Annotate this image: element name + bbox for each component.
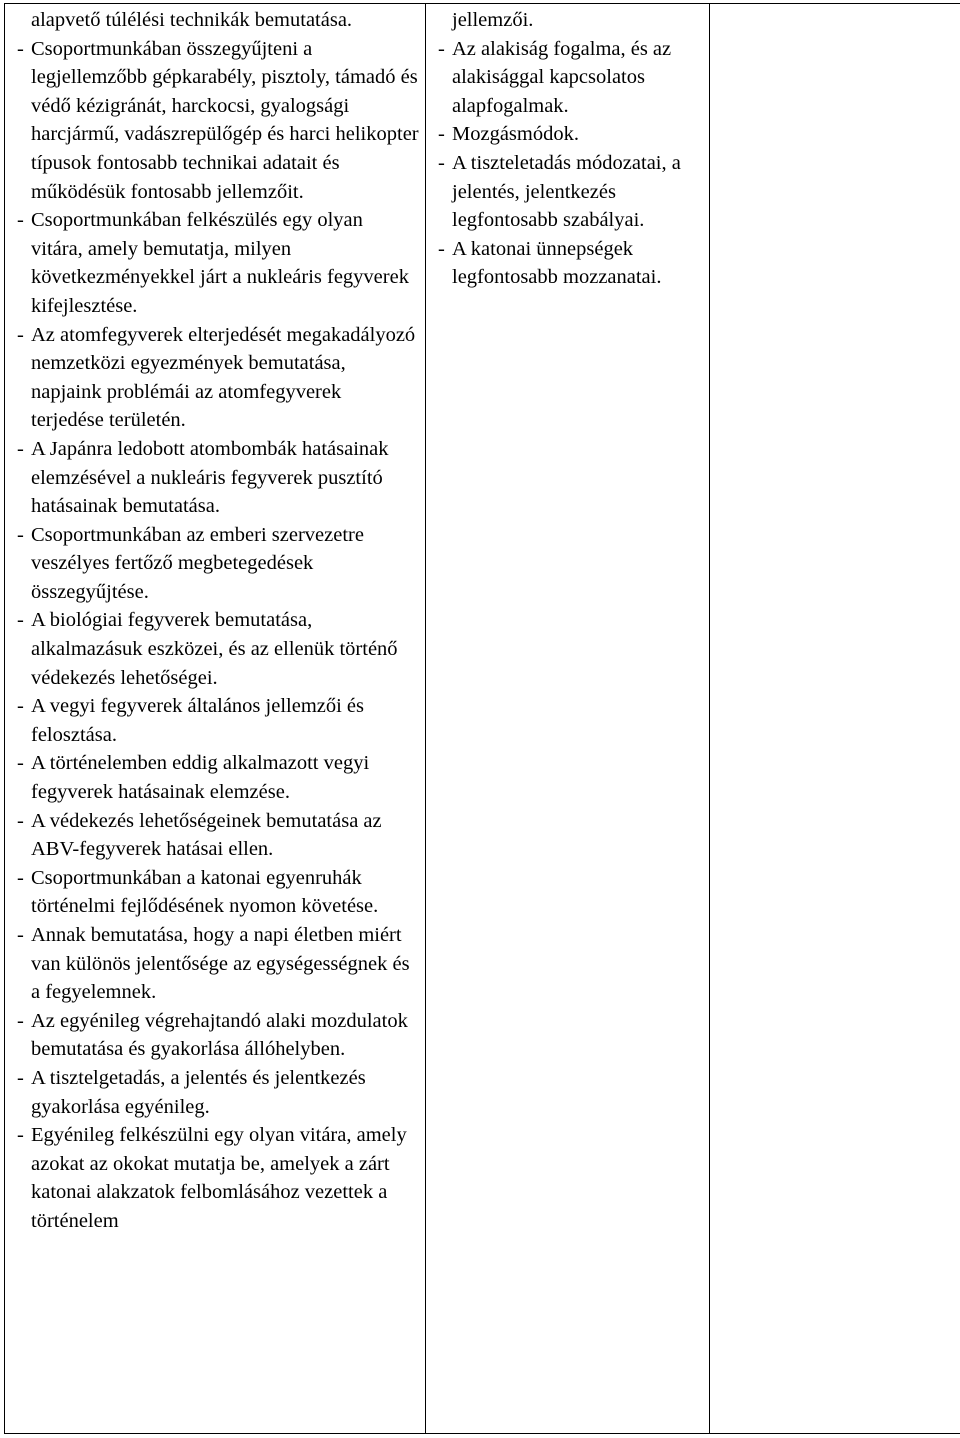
list-item <box>17 1064 419 1121</box>
list-item-text: A történelemben eddig alkalmazott vegyi fegyverek hatásainak elemzése. <box>31 752 370 804</box>
dash-marker: - <box>17 866 24 889</box>
list-item <box>17 921 419 1007</box>
concepts-list <box>426 4 709 292</box>
list-item-text: Csoportmunkában a katonai egyenruhák történelmi fejlődésének nyomon követése. <box>31 866 379 918</box>
list-item-text: A tiszteletadás módozatai, a jelentés, jelentkezés legfontosabb szabályai. <box>452 151 681 232</box>
list-item-text: A katonai ünnepségek legfontosabb mozzanatai. <box>452 237 662 289</box>
list-item <box>17 1007 419 1064</box>
list-item <box>17 749 419 806</box>
list-item-text: Az atomfegyverek elterjedését megakadályozó nemzetközi egyezmények bemutatása, napjaink problémái az atomfegyverek terjedése területén. <box>31 323 416 432</box>
list-item-text: A Japánra ledobott atombombák hatásainak elemzésével a nukleáris fegyverek pusztító hatásainak bemutatása. <box>31 437 389 518</box>
dash-marker: - <box>438 151 445 174</box>
dash-marker: - <box>438 37 445 60</box>
dash-marker: - <box>17 523 24 546</box>
list-item-text: Csoportmunkában összegyűjteni a legjellemzőbb gépkarabély, pisztoly, támadó és védő kézigránát, harckocsi, gyalogsági harcjármű, vadászrepülőgép és harci helikopter típusok fontosabb technikai adatait és működésük fontosabb jellemzőit. <box>31 37 419 203</box>
activities-items <box>17 35 419 1236</box>
dash-marker: - <box>17 209 24 232</box>
activities-list <box>5 4 425 1236</box>
empty-cell <box>710 4 960 1434</box>
list-item <box>17 435 419 521</box>
list-item-text: Annak bemutatása, hogy a napi életben miért van különös jelentősége az egységességnek és a fegyelemnek. <box>31 924 410 1004</box>
list-item-text: Az alakiság fogalma, és az alakisággal kapcsolatos alapfogalmak. <box>452 37 672 117</box>
dash-marker: - <box>17 323 24 346</box>
list-item <box>17 321 419 435</box>
activities-continuation: alapvető túlélési technikák bemutatása. <box>31 9 353 31</box>
concepts-items <box>438 35 703 292</box>
list-item-text: Csoportmunkában felkészülés egy olyan vitára, amely bemutatja, milyen következményekkel járt a nukleáris fegyverek kifejlesztése. <box>31 209 409 317</box>
list-item <box>17 807 419 864</box>
table-row <box>5 4 960 1434</box>
list-item-text: A biológiai fegyverek bemutatása, alkalmazásuk eszközei, és az ellenük történő védekezés lehetőségei. <box>31 609 398 689</box>
list-item <box>17 206 419 320</box>
list-item <box>17 864 419 921</box>
concepts-cell <box>426 4 710 1434</box>
curriculum-table <box>4 3 960 1434</box>
dash-marker: - <box>438 237 445 260</box>
list-item-text: Az egyénileg végrehajtandó alaki mozdulatok bemutatása és gyakorlása állóhelyben. <box>31 1009 408 1061</box>
dash-marker: - <box>17 609 24 632</box>
list-item <box>17 606 419 692</box>
list-item-text: A vegyi fegyverek általános jellemzői és felosztása. <box>31 695 365 746</box>
dash-marker: - <box>17 37 24 60</box>
list-item <box>438 120 703 149</box>
list-item <box>438 35 703 121</box>
list-item <box>17 1121 419 1235</box>
dash-marker: - <box>17 437 24 460</box>
dash-marker: - <box>17 1009 24 1032</box>
dash-marker: - <box>17 1124 24 1147</box>
list-item <box>17 692 419 749</box>
list-item-text: A tisztelgetadás, a jelentés és jelentkezés gyakorlása egyénileg. <box>31 1066 366 1118</box>
dash-marker: - <box>17 752 24 775</box>
list-item-text: Egyénileg felkészülni egy olyan vitára, amely azokat az okokat mutatja be, amelyek a zárt katonai alakzatok felbomlásához vezettek a történelem <box>31 1124 407 1232</box>
dash-marker: - <box>17 809 24 832</box>
activities-cell <box>5 4 426 1434</box>
dash-marker: - <box>438 123 445 146</box>
list-item-text: Csoportmunkában az emberi szervezetre veszélyes fertőző megbetegedések összegyűjtése. <box>31 523 364 603</box>
list-item-text: A védekezés lehetőségeinek bemutatása az ABV-fegyverek hatásai ellen. <box>31 809 382 861</box>
dash-marker: - <box>17 1066 24 1089</box>
dash-marker: - <box>17 924 24 946</box>
list-item <box>438 149 703 235</box>
list-item <box>17 35 419 207</box>
list-item-text: Mozgásmódok. <box>452 123 579 146</box>
concepts-continuation: jellemzői. <box>452 9 534 31</box>
list-item <box>17 521 419 607</box>
list-item <box>438 235 703 292</box>
dash-marker: - <box>17 695 24 718</box>
